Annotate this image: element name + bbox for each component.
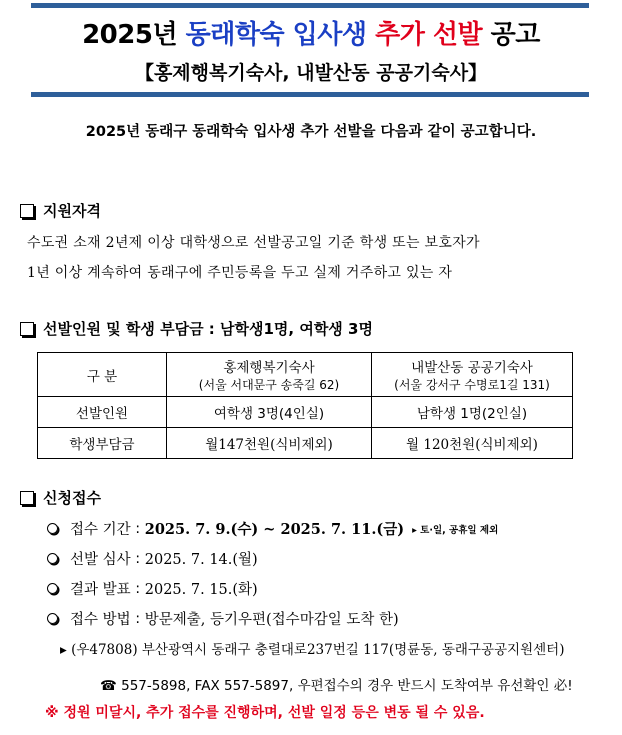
- page-title: [0, 14, 622, 51]
- col1-name: 홍제행복기숙사: [223, 360, 315, 376]
- selection-heading: [20, 318, 373, 339]
- table-row: [38, 397, 573, 428]
- checkbox-square-icon: [20, 322, 34, 336]
- page-subtitle: 【홍제행복기숙사, 내발산동 공공기숙사】: [134, 62, 488, 84]
- item-value: 2025. 7. 9.(수) ~ 2025. 7. 11.(금): [144, 521, 405, 538]
- application-heading: [20, 487, 101, 508]
- table-col1-header: [167, 353, 372, 397]
- circle-bullet-icon: [47, 523, 58, 534]
- eligibility-line-2: 1년 이상 계속하여 동래구에 주민등록을 두고 실제 거주하고 있는 자: [27, 265, 453, 281]
- row-value-1: 월147천원(식비제외): [167, 428, 372, 459]
- table-row: [38, 428, 573, 459]
- intro-text: 2025년 동래구 동래학숙 입사생 추가 선발을 다음과 같이 공고합니다.: [85, 124, 537, 140]
- application-heading-text: 신청접수: [43, 489, 101, 507]
- checkbox-square-icon: [20, 204, 34, 218]
- eligibility-heading: [20, 200, 101, 221]
- row-value-1: 여학생 3명(4인실): [167, 397, 372, 428]
- title-main: 동래학숙 입사생: [185, 20, 367, 50]
- item-note: ▸ 토·일, 공휴일 제외: [412, 524, 499, 536]
- item-label: 결과 발표: [70, 582, 131, 598]
- row-value-2: 남학생 1명(2인실): [372, 397, 573, 428]
- list-item: 접수 기간 : 2025. 7. 9.(수) ~ 2025. 7. 11.(금) ▸ 토·일, 공휴일 제외: [47, 518, 498, 539]
- bottom-rule: [31, 92, 589, 97]
- item-value: 2025. 7. 14.(월): [144, 552, 258, 568]
- item-label: 접수 방법: [70, 612, 131, 628]
- item-label: 접수 기간: [70, 522, 131, 538]
- circle-bullet-icon: [47, 583, 58, 594]
- eligibility-line-1: 수도권 소재 2년제 이상 대학생으로 선발공고일 기준 학생 또는 보호자가: [27, 235, 480, 251]
- col2-address: (서울 강서구 수명로1길 131): [394, 378, 550, 392]
- eligibility-heading-text: 지원자격: [43, 202, 101, 220]
- row-value-2: 월 120천원(식비제외): [372, 428, 573, 459]
- list-item: 결과 발표 : 2025. 7. 15.(화): [47, 578, 258, 599]
- row-label: 학생부담금: [38, 428, 167, 459]
- list-item: 선발 심사 : 2025. 7. 14.(월): [47, 548, 258, 569]
- row-label: 선발인원: [38, 397, 167, 428]
- title-end: 공고: [490, 20, 540, 50]
- checkbox-square-icon: [20, 491, 34, 505]
- circle-bullet-icon: [47, 553, 58, 564]
- table-header-row: [38, 353, 573, 397]
- circle-bullet-icon: [47, 613, 58, 624]
- selection-table: [37, 352, 573, 459]
- col2-name: 내발산동 공공기숙사: [411, 360, 533, 376]
- list-item: 접수 방법 : 방문제출, 등기우편(접수마감일 도착 한): [47, 608, 399, 629]
- selection-heading-text: 선발인원 및 학생 부담금 : 남학생1명, 여학생 3명: [43, 320, 373, 338]
- phone-line: ☎ 557-5898, FAX 557-5897, 우편접수의 경우 반드시 도착여부 유선확인 必!: [100, 678, 573, 694]
- title-highlight: 추가 선발: [375, 20, 483, 50]
- item-label: 선발 심사: [70, 552, 131, 568]
- item-value: 2025. 7. 15.(화): [144, 582, 258, 598]
- top-rule: [31, 3, 589, 8]
- address-line: ▸ (우47808) 부산광역시 동래구 충렬대로237번길 117(명륜동, 동래구공공지원센터): [60, 642, 565, 658]
- table-col2-header: [372, 353, 573, 397]
- col1-address: (서울 서대문구 송죽길 62): [198, 378, 340, 392]
- title-year: 2025년: [82, 20, 178, 50]
- final-notice: ※ 정원 미달시, 추가 접수를 진행하며, 선발 일정 등은 변동 될 수 있음.: [45, 705, 485, 721]
- table-corner: 구 분: [38, 353, 167, 397]
- item-value: 방문제출, 등기우편(접수마감일 도착 한): [144, 612, 399, 628]
